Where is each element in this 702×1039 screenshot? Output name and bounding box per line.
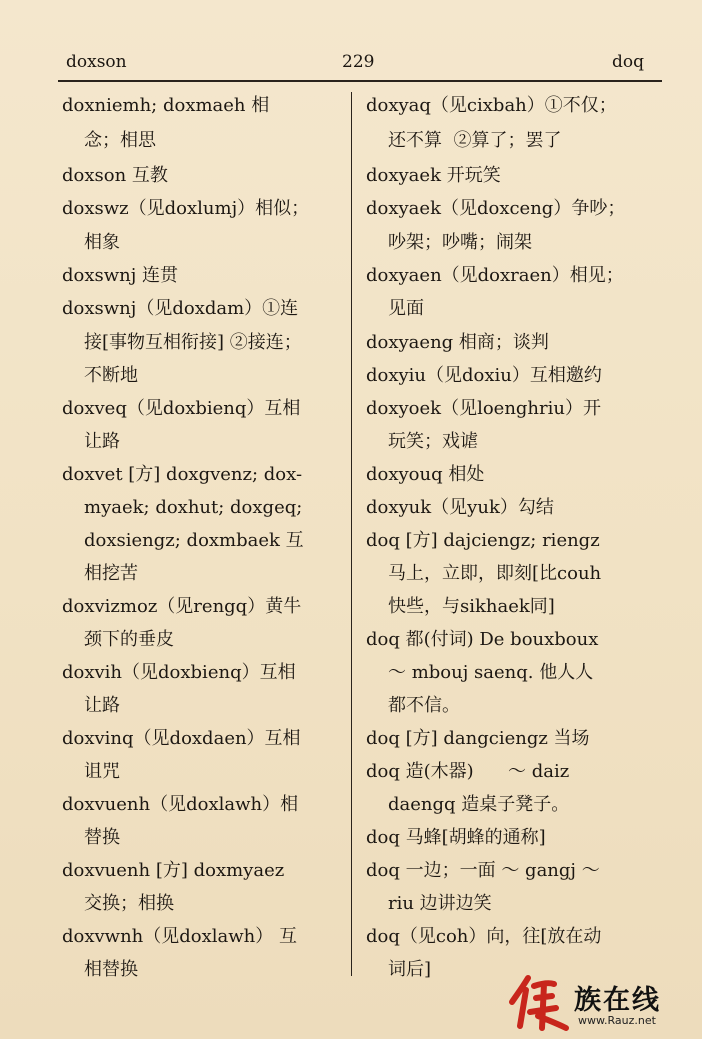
entry-line: 都不信。: [388, 695, 460, 716]
brush-logo-icon: [508, 972, 572, 1032]
entry-line: doxvuenh（见doxlawh）相: [62, 794, 299, 815]
entry-line: doq [方] dangciengz 当场: [366, 728, 590, 749]
entry-line: doxniemh; doxmaeh 相: [62, 95, 270, 116]
entry-line: doxyaek（见doxceng）争吵；: [366, 198, 626, 219]
entry-line: ～ mbouj saenq. 他人人: [388, 662, 594, 683]
entry-line: daengq 造桌子凳子。: [388, 794, 570, 815]
entry-line: 让路: [84, 431, 120, 452]
entry-line: 替换: [84, 827, 120, 848]
entry-line: 还不算 ②算了；罢了: [388, 130, 562, 151]
entry-line: 颈下的垂皮: [84, 629, 174, 650]
left-guide-word: doxson: [66, 52, 127, 72]
entry-line: 马上，立即，即刻[比couh: [388, 563, 602, 584]
site-watermark-logo: [508, 972, 694, 1032]
entry-line: doxsiengz; doxmbaek 互: [84, 530, 304, 551]
entry-line: doxveq（见doxbienq）互相: [62, 398, 301, 419]
entry-line: doxyoek（见loenghriu）开: [366, 398, 601, 419]
entry-line: doxvizmoz（见rengq）黄牛: [62, 596, 302, 617]
entry-line: doq 马蜂[胡蜂的通称]: [366, 827, 546, 848]
entry-line: 相挖苦: [84, 563, 138, 584]
entry-line: doxvih（见doxbienq）互相: [62, 662, 296, 683]
left-column: [62, 0, 342, 1039]
entry-line: doq [方] dajciengz; riengz: [366, 530, 600, 551]
entry-line: 快些，与sikhaek同]: [388, 596, 555, 617]
entry-line: 让路: [84, 695, 120, 716]
entry-line: doxyaeng 相商；谈判: [366, 332, 549, 353]
entry-line: doxyaq（见cixbah）①不仅；: [366, 95, 617, 116]
watermark-title: 族在线: [574, 985, 661, 1016]
entry-line: 不断地: [84, 365, 138, 386]
entry-line: doq 一边；一面 ～ gangj ～: [366, 860, 600, 881]
entry-line: doxson 互教: [62, 165, 168, 186]
entry-line: doxyuk（见yuk）勾结: [366, 497, 554, 518]
watermark-url: www.Rauz.net: [578, 1014, 656, 1027]
entry-line: 接[事物互相衔接] ②接连；: [84, 332, 302, 353]
entry-line: 见面: [388, 298, 424, 319]
entry-line: doq 都(付词) De bouxboux: [366, 629, 599, 650]
entry-line: myaek; doxhut; doxgeq;: [84, 497, 303, 518]
entry-line: 相象: [84, 232, 120, 253]
column-divider: [351, 92, 352, 976]
entry-line: doxyaen（见doxraen）相见；: [366, 265, 624, 286]
entry-line: doxvet [方] doxgvenz; dox-: [62, 464, 303, 485]
entry-line: 词后]: [388, 959, 432, 980]
entry-line: doxyaek 开玩笑: [366, 165, 501, 186]
entry-line: doxvinq（见doxdaen）互相: [62, 728, 301, 749]
entry-line: 念；相思: [84, 130, 156, 151]
entry-line: doxswz（见doxlumj）相似；: [62, 198, 310, 219]
entry-line: 交换；相换: [84, 893, 174, 914]
entry-line: doxyouq 相处: [366, 464, 485, 485]
entry-line: doxyiu（见doxiu）互相邀约: [366, 365, 602, 386]
entry-line: 吵架；吵嘴；闹架: [388, 232, 532, 253]
entry-line: doxswnj（见doxdam）①连: [62, 298, 299, 319]
entry-line: doxvwnh（见doxlawh） 互: [62, 926, 297, 947]
entry-line: riu 边讲边笑: [388, 893, 492, 914]
entry-line: doq 造(木器) ～ daiz: [366, 761, 570, 782]
right-guide-word: doq: [612, 52, 644, 72]
entry-line: doxvuenh [方] doxmyaez: [62, 860, 285, 881]
entry-line: 玩笑；戏谑: [388, 431, 478, 452]
entry-line: 相替换: [84, 959, 138, 980]
page-number: 229: [342, 52, 375, 72]
entry-line: 诅咒: [84, 761, 120, 782]
entry-line: doq（见coh）向，往[放在动: [366, 926, 602, 947]
entry-line: doxswnj 连贯: [62, 265, 179, 286]
right-column: [366, 0, 652, 1039]
